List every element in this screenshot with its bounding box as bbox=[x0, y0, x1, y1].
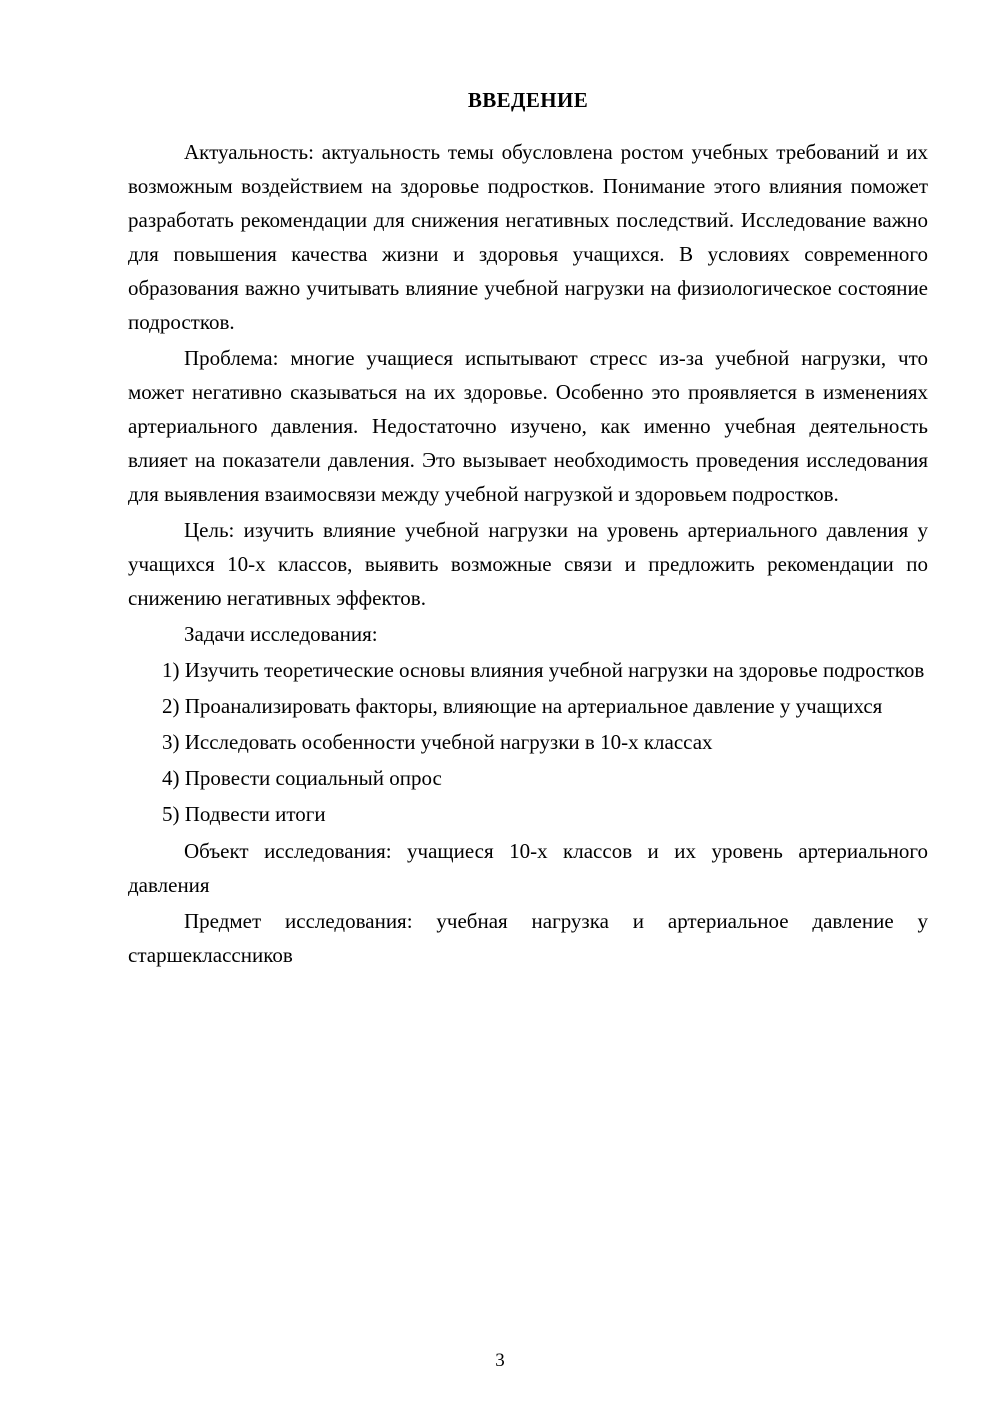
task-item-3: 3) Исследовать особенности учебной нагрузки в 10-х классах bbox=[162, 730, 713, 755]
page-title: ВВЕДЕНИЕ bbox=[467, 88, 589, 112]
page-number: 3 bbox=[495, 1350, 505, 1371]
paragraph-problem: Проблема: многие учащиеся испытывают стресс из-за учебной нагрузки, что может негативно сказываться на их здоровье. Особенно это проявляется в изменениях артериального давления. Недостаточно изучено, как именно учебная деятельность влияет на показатели давления. Это вызывает необходимость проведения исследования для выявления взаимосвязи между учебной нагрузкой и здоровьем подростков. bbox=[128, 346, 928, 507]
task-item-1: 1) Изучить теоретические основы влияния учебной нагрузки на здоровье подростков bbox=[162, 658, 925, 683]
tasks-heading: Задачи исследования: bbox=[184, 622, 378, 647]
task-item-4: 4) Провести социальный опрос bbox=[162, 766, 442, 791]
paragraph-goal: Цель: изучить влияние учебной нагрузки на уровень артериального давления у учащихся 10-х классов, выявить возможные связи и предложить рекомендации по снижению негативных эффектов. bbox=[128, 518, 928, 611]
paragraph-object: Объект исследования: учащиеся 10-х классов и их уровень артериального давления bbox=[128, 838, 928, 897]
task-item-5: 5) Подвести итоги bbox=[162, 802, 326, 827]
task-item-2: 2) Проанализировать факторы, влияющие на артериальное давление у учащихся bbox=[162, 694, 883, 719]
paragraph-subject: Предмет исследования: учебная нагрузка и артериальное давление у старшеклассников bbox=[128, 908, 928, 967]
paragraph-relevance: Актуальность: актуальность темы обусловлена ростом учебных требований и их возможным воздействием на здоровье подростков. Понимание этого влияния поможет разработать рекомендации для снижения негативных последствий. Исследование важно для повышения качества жизни и здоровья учащихся. В условиях современного образования важно учитывать влияние учебной нагрузки на физиологическое состояние подростков. bbox=[128, 140, 928, 335]
